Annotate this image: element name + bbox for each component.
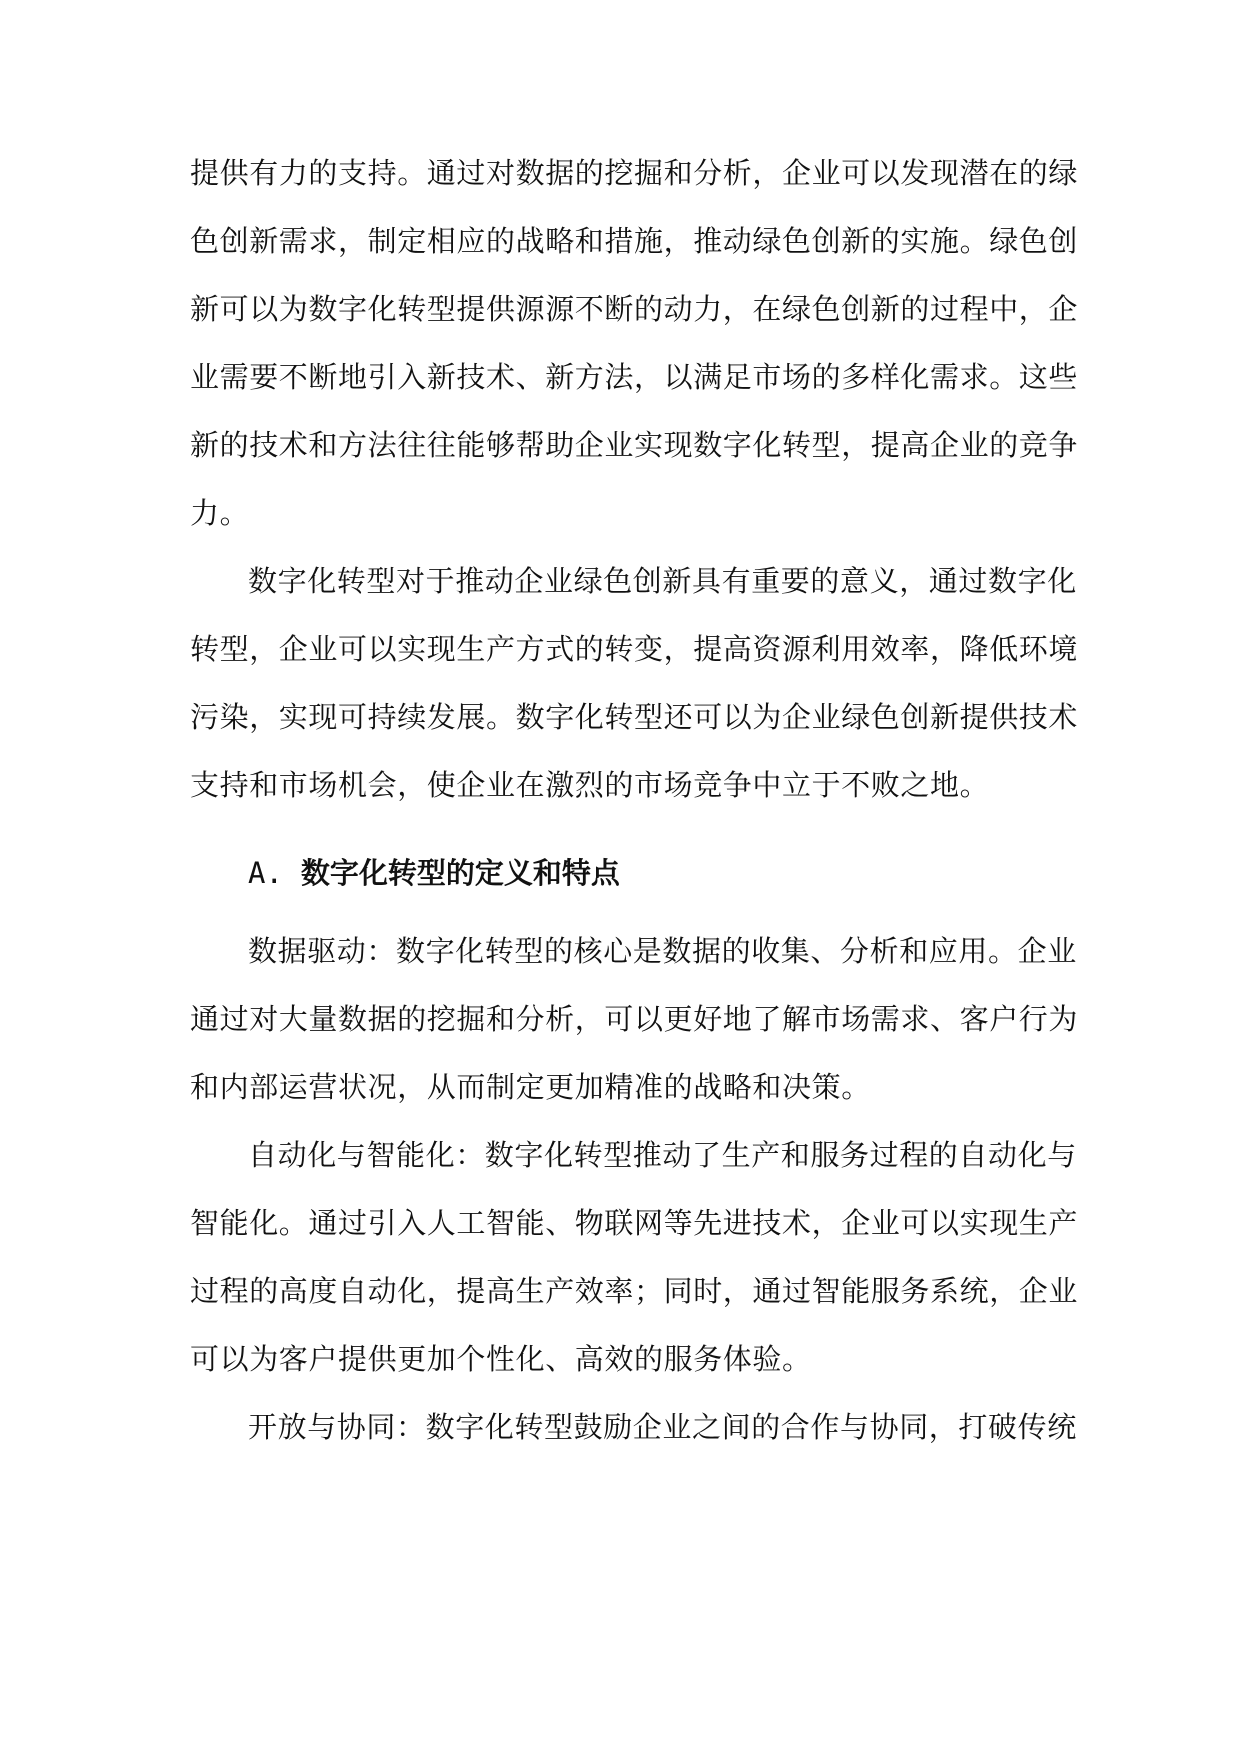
text-line: 开放与协同：数字化转型鼓励企业之间的合作与协同，打破传统 [248,1410,1077,1444]
section-title: 数字化转型的定义和特点 [300,856,620,890]
text-line: 和内部运营状况，从而制定更加精准的战略和决策。 [190,1070,871,1104]
section-number: A. [248,856,283,890]
text-line: 业需要不断地引入新技术、新方法，以满足市场的多样化需求。这些 [190,360,1079,394]
text-line: 转型，企业可以实现生产方式的转变，提高资源利用效率，降低环境 [190,632,1079,666]
text-line: 智能化。通过引入人工智能、物联网等先进技术，企业可以实现生产 [190,1206,1079,1240]
text-line: 过程的高度自动化，提高生产效率；同时，通过智能服务系统，企业 [190,1274,1079,1308]
text-line: 新的技术和方法往往能够帮助企业实现数字化转型，提高企业的竞争 [190,428,1079,462]
text-line: 提供有力的支持。通过对数据的挖掘和分析，企业可以发现潜在的绿 [190,156,1079,190]
text-line: 可以为客户提供更加个性化、高效的服务体验。 [190,1342,812,1376]
text-line: 数字化转型对于推动企业绿色创新具有重要的意义，通过数字化 [248,564,1077,598]
text-line: 通过对大量数据的挖掘和分析，可以更好地了解市场需求、客户行为 [190,1002,1079,1036]
text-line: 色创新需求，制定相应的战略和措施，推动绿色创新的实施。绿色创 [190,224,1079,258]
text-line: 支持和市场机会，使企业在激烈的市场竞争中立于不败之地。 [190,768,990,802]
text-line: 自动化与智能化：数字化转型推动了生产和服务过程的自动化与 [248,1138,1077,1172]
text-line: 新可以为数字化转型提供源源不断的动力，在绿色创新的过程中，企 [190,292,1079,326]
text-line: 力。 [190,496,250,530]
section-heading [248,853,620,893]
text-line: 数据驱动：数字化转型的核心是数据的收集、分析和应用。企业 [248,934,1077,968]
text-line: 污染，实现可持续发展。数字化转型还可以为企业绿色创新提供技术 [190,700,1079,734]
